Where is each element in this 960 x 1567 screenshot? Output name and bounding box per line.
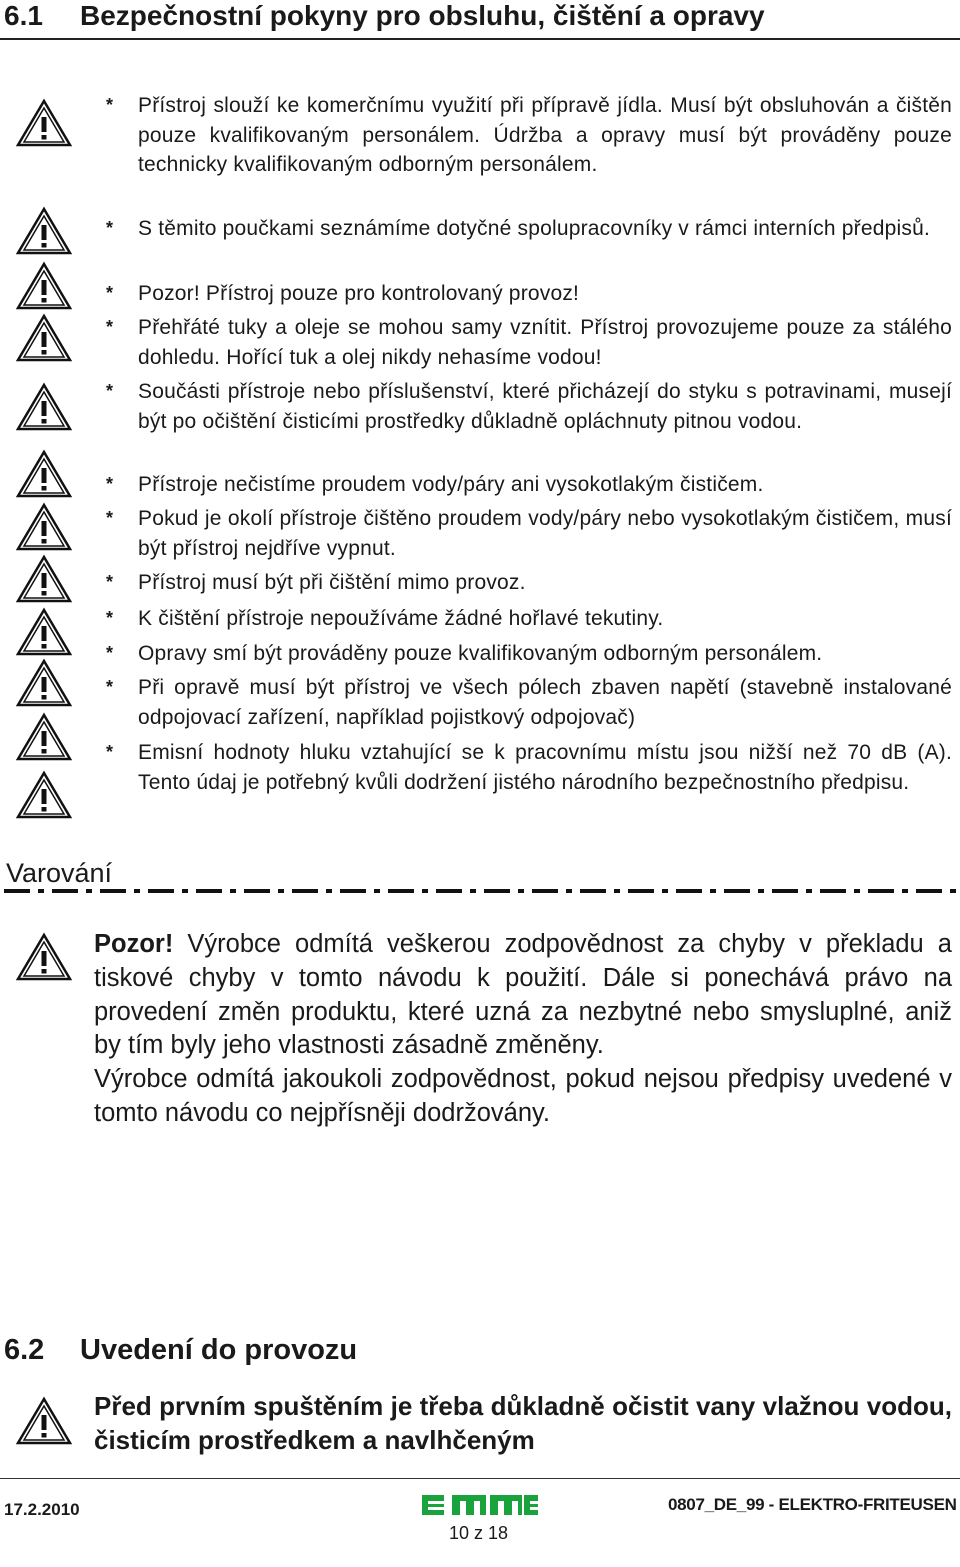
warning-triangle-icon — [15, 449, 73, 499]
warning-text — [94, 928, 952, 1131]
list-item — [106, 568, 952, 598]
warning-triangle-icon — [15, 382, 73, 432]
section-number: 6.1 — [4, 0, 43, 31]
list-item — [106, 470, 952, 500]
list-item-text: Opravy smí být prováděny pouze kvalifikovaným odborným personálem. — [138, 642, 823, 665]
list-item-text: Pokud je okolí přístroje čištěno proudem vody/páry nebo vysokotlakým čističem, musí být přístroj nejdříve vypnut. — [138, 507, 952, 560]
bullet-marker: * — [106, 317, 114, 337]
section-title: Bezpečnostní pokyny pro obsluhu, čištění a opravy — [80, 0, 765, 31]
warning-triangle-icon — [15, 554, 73, 604]
bullet-marker: * — [106, 95, 114, 115]
bullet-marker: * — [106, 608, 114, 628]
warning-triangle-icon — [15, 313, 73, 363]
list-item — [106, 313, 952, 372]
header-rule — [0, 38, 960, 40]
footer-date: 17.2.2010 — [4, 1500, 80, 1519]
list-item-text: Součásti přístroje nebo příslušenství, které přicházejí do styku s potravinami, musejí být po očištění čisticími prostředky důkladně opláchnuty pitnou vodou. — [138, 380, 952, 433]
bullet-marker: * — [106, 381, 114, 401]
warning-triangle-icon — [15, 261, 73, 311]
list-item — [106, 279, 952, 309]
bullet-marker: * — [106, 283, 114, 303]
warning-paragraph: Výrobce odmítá jakoukoli zodpovědnost, pokud nejsou předpisy uvedené v tomto návodu co nejpřísněji dodržovány. — [94, 1065, 952, 1127]
footer-rule — [0, 1478, 960, 1479]
list-item-text: Přehřáté tuky a oleje se mohou samy vznítit. Přístroj provozujeme pouze za stálého dohledu. Hořící tuk a olej nikdy nehasíme vodou! — [138, 316, 952, 369]
list-item — [106, 504, 952, 563]
document-code: 0807_DE_99 - ELEKTRO-FRITEUSEN — [668, 1495, 957, 1514]
bullet-marker: * — [106, 742, 114, 762]
list-item — [106, 91, 952, 180]
dashed-divider — [4, 889, 956, 893]
section-number: 6.2 — [4, 1334, 45, 1366]
list-item-text: Pozor! Přístroj pouze pro kontrolovaný provoz! — [138, 282, 580, 305]
list-item-text: Při opravě musí být přístroj ve všech pólech zbaven napětí (stavebně instalované odpojovací zařízení, například pojistkový odpojovač) — [138, 676, 952, 729]
warning-triangle-icon — [15, 1396, 73, 1446]
bullet-marker: * — [106, 643, 114, 663]
section-header — [0, 0, 960, 40]
list-item — [106, 214, 952, 244]
list-item — [106, 673, 952, 732]
bullet-marker: * — [106, 218, 114, 238]
warning-paragraph — [94, 928, 952, 1063]
bullet-marker: * — [106, 474, 114, 494]
list-item-text: Přístroj musí být při čištění mimo provoz. — [138, 571, 526, 594]
section-body: Před prvním spuštěním je třeba důkladně očistit vany vlažnou vodou, čisticím prostředkem a navlhčeným — [94, 1391, 952, 1455]
warning-lead: Pozor! — [94, 930, 174, 958]
warning-triangle-icon — [15, 206, 73, 256]
list-item-text: Přístroj slouží ke komerčnímu využití při přípravě jídla. Musí být obsluhován a čištěn pouze kvalifikovaným personálem. Údržba a opravy musí být prováděny pouze technicky kvalifikovaným odborným personálem. — [138, 94, 952, 176]
warning-triangle-icon — [15, 98, 73, 148]
section-title: Uvedení do provozu — [80, 1334, 358, 1366]
warning-triangle-icon — [15, 932, 73, 982]
list-item-text: K čištění přístroje nepoužíváme žádné hořlavé tekutiny. — [138, 607, 664, 630]
emme-logo — [422, 1494, 538, 1516]
warning-body: Výrobce odmítá veškerou zodpovědnost za chyby v překladu a tiskové chyby v tomto návodu k použití. Dále si ponechává právo na provedení změn produktu, které uzná za nezbytné nebo smysluplné, aniž by tím byly jeho vlastnosti zásadně změněny. — [94, 930, 952, 1060]
list-item — [106, 604, 952, 634]
list-item-text: Emisní hodnoty hluku vztahující se k pracovnímu místu jsou nižší než 70 dB (A). Tento údaj je potřebný kvůli dodržení jistého národního bezpečnostního předpisu. — [138, 741, 952, 794]
bullet-marker: * — [106, 677, 114, 697]
list-item — [106, 639, 952, 669]
list-item — [106, 377, 952, 436]
warning-triangle-icon — [15, 712, 73, 762]
warning-triangle-icon — [15, 607, 73, 657]
list-item-text: Přístroje nečistíme proudem vody/páry ani vysokotlakým čističem. — [138, 473, 764, 496]
list-item — [106, 738, 952, 797]
list-item-text: S těmito poučkami seznámíme dotyčné spolupracovníky v rámci interních předpisů. — [138, 217, 930, 240]
warning-heading: Varování — [6, 858, 113, 888]
bullet-marker: * — [106, 508, 114, 528]
bullet-marker: * — [106, 572, 114, 592]
page-number: 10 z 18 — [449, 1523, 509, 1543]
warning-triangle-icon — [15, 502, 73, 552]
warning-triangle-icon — [15, 658, 73, 708]
warning-triangle-icon — [15, 770, 73, 820]
